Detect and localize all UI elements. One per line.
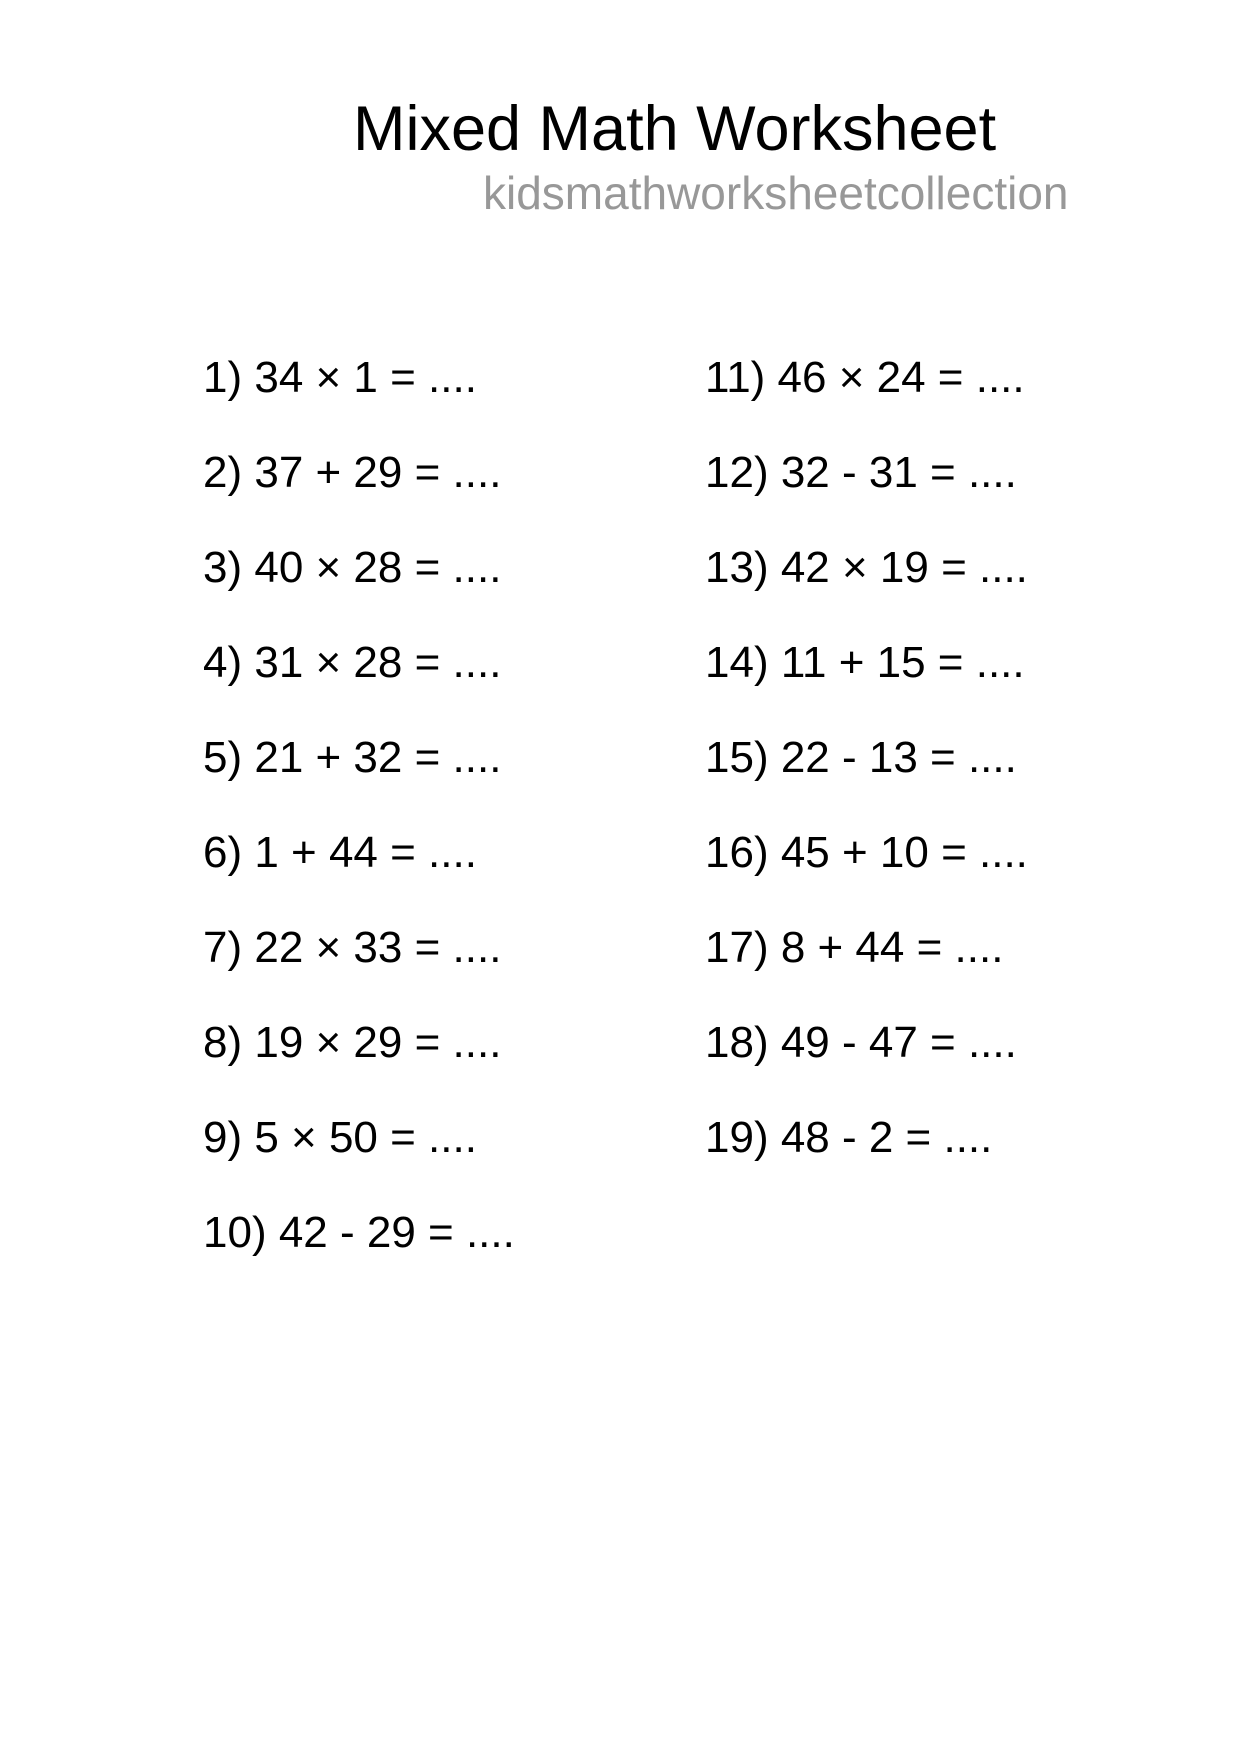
problem-row-5: 5) 21 + 32 = ....: [203, 733, 502, 782]
page-subtitle: kidsmathworksheetcollection: [483, 167, 1069, 219]
page-title: Mixed Math Worksheet: [353, 94, 997, 164]
problem-row-2: 2) 37 + 29 = ....: [203, 448, 502, 497]
problem-row-9: 9) 5 × 50 = ....: [203, 1113, 477, 1162]
problem-row-15: 15) 22 - 13 = ....: [705, 733, 1017, 782]
problem-row-4: 4) 31 × 28 = ....: [203, 638, 502, 687]
problem-row-7: 7) 22 × 33 = ....: [203, 923, 502, 972]
problems-column-left: [203, 330, 515, 1280]
problem-row-18: 18) 49 - 47 = ....: [705, 1018, 1017, 1067]
problem-row-13: 13) 42 × 19 = ....: [705, 543, 1028, 592]
problem-row-14: 14) 11 + 15 = ....: [705, 638, 1025, 687]
problem-row-17: 17) 8 + 44 = ....: [705, 923, 1004, 972]
problem-row-16: 16) 45 + 10 = ....: [705, 828, 1028, 877]
problem-row-10: 10) 42 - 29 = ....: [203, 1208, 515, 1257]
problem-row-8: 8) 19 × 29 = ....: [203, 1018, 502, 1067]
problem-row-6: 6) 1 + 44 = ....: [203, 828, 477, 877]
problem-row-19: 19) 48 - 2 = ....: [705, 1113, 993, 1162]
problem-row-11: 11) 46 × 24 = ....: [705, 353, 1025, 402]
problems-column-right: [705, 330, 1028, 1185]
problem-row-12: 12) 32 - 31 = ....: [705, 448, 1017, 497]
problem-row-1: 1) 34 × 1 = ....: [203, 353, 477, 402]
problem-row-3: 3) 40 × 28 = ....: [203, 543, 502, 592]
